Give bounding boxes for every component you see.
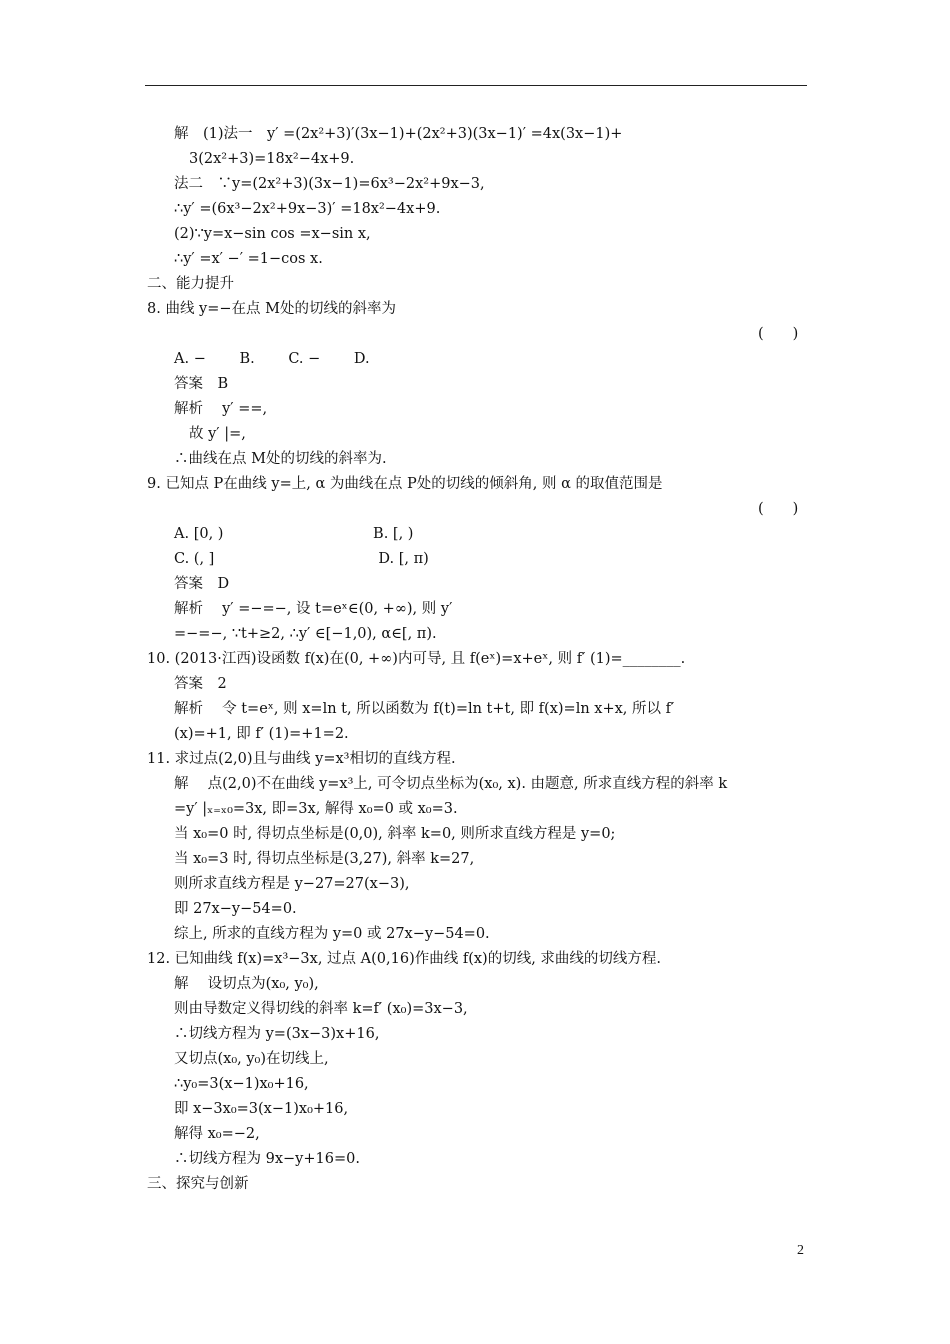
text-line: ∴切线方程为 9x−y+16=0. — [174, 1151, 360, 1167]
text-line: 即 27x−y−54=0. — [174, 901, 297, 917]
text-line: (x)=+1, 即 f′ (1)=+1=2. — [174, 726, 349, 742]
text-line: 当 x₀=0 时, 得切点坐标是(0,0), 斜率 k=0, 则所求直线方程是 y=0; — [174, 826, 616, 842]
text-line: ∴y₀=3(x−1)x₀+16, — [174, 1076, 309, 1092]
page-number: 2 — [797, 1243, 804, 1258]
text-line: =y′ |ₓ₌ₓ₀=3x, 即=3x, 解得 x₀=0 或 x₀=3. — [174, 801, 458, 817]
text-line: 12. 已知曲线 f(x)=x³−3x, 过点 A(0,16)作曲线 f(x)的切线, 求曲线的切线方程. — [147, 951, 662, 967]
text-line: C. (, ] D. [, π) — [174, 551, 429, 567]
text-line: 解析 y′ ==, — [174, 401, 268, 417]
text-line: ∴切线方程为 y=(3x−3)x+16, — [174, 1026, 380, 1042]
text-line: 则由导数定义得切线的斜率 k=f′ (x₀)=3x−3, — [174, 1001, 468, 1017]
text-line: 即 x−3x₀=3(x−1)x₀+16, — [174, 1101, 349, 1117]
answer-bracket: ( ) — [758, 326, 799, 342]
text-line: 答案 B — [174, 376, 229, 392]
text-line: 答案 2 — [174, 676, 227, 692]
text-line: 答案 D — [174, 576, 230, 592]
text-line: ∴曲线在点 M处的切线的斜率为. — [174, 451, 387, 467]
text-line: ∴y′ =x′ −′ =1−cos x. — [174, 251, 323, 267]
text-line: 二、能力提升 — [147, 276, 234, 292]
text-line: ∴y′ =(6x³−2x²+9x−3)′ =18x²−4x+9. — [174, 201, 441, 217]
text-line: 解析 令 t=eˣ, 则 x=ln t, 所以函数为 f(t)=ln t+t, 即 f(x)=ln x+x, 所以 f′ — [174, 701, 675, 717]
text-line: 则所求直线方程是 y−27=27(x−3), — [174, 876, 410, 892]
header-rule — [145, 85, 807, 86]
text-line: A. − B. C. − D. — [174, 351, 370, 367]
text-line: 故 y′ |=, — [189, 426, 246, 442]
text-line: 解 (1)法一 y′ =(2x²+3)′(3x−1)+(2x²+3)(3x−1)′ =4x(3x−1)+ — [174, 126, 623, 142]
text-line: (2)∵y=x−sin cos =x−sin x, — [174, 226, 371, 242]
text-line: 解 设切点为(x₀, y₀), — [174, 976, 319, 992]
text-line: 解析 y′ =−=−, 设 t=eˣ∈(0, +∞), 则 y′ — [174, 601, 453, 617]
text-line: 8. 曲线 y=−在点 M处的切线的斜率为 — [147, 301, 396, 317]
text-line: 11. 求过点(2,0)且与曲线 y=x³相切的直线方程. — [147, 751, 456, 767]
text-line: 10. (2013·江西)设函数 f(x)在(0, +∞)内可导, 且 f(eˣ)=x+eˣ, 则 f′ (1)=________. — [147, 651, 686, 667]
text-line: 9. 已知点 P在曲线 y=上, α 为曲线在点 P处的切线的倾斜角, 则 α 的取值范围是 — [147, 476, 663, 492]
text-line: 法二 ∵y=(2x²+3)(3x−1)=6x³−2x²+9x−3, — [174, 176, 485, 192]
text-line: 三、探究与创新 — [147, 1176, 249, 1192]
text-line: 综上, 所求的直线方程为 y=0 或 27x−y−54=0. — [174, 926, 490, 942]
text-line: 解得 x₀=−2, — [174, 1126, 260, 1142]
text-line: 当 x₀=3 时, 得切点坐标是(3,27), 斜率 k=27, — [174, 851, 475, 867]
text-line: A. [0, ) B. [, ) — [174, 526, 414, 542]
text-line: 3(2x²+3)=18x²−4x+9. — [189, 151, 355, 167]
text-line: 解 点(2,0)不在曲线 y=x³上, 可令切点坐标为(x₀, x). 由题意, 所求直线方程的斜率 k — [174, 776, 728, 792]
text-line: =−=−, ∵t+≥2, ∴y′ ∈[−1,0), α∈[, π). — [174, 626, 437, 642]
answer-bracket: ( ) — [758, 501, 799, 517]
text-line: 又切点(x₀, y₀)在切线上, — [174, 1051, 329, 1067]
